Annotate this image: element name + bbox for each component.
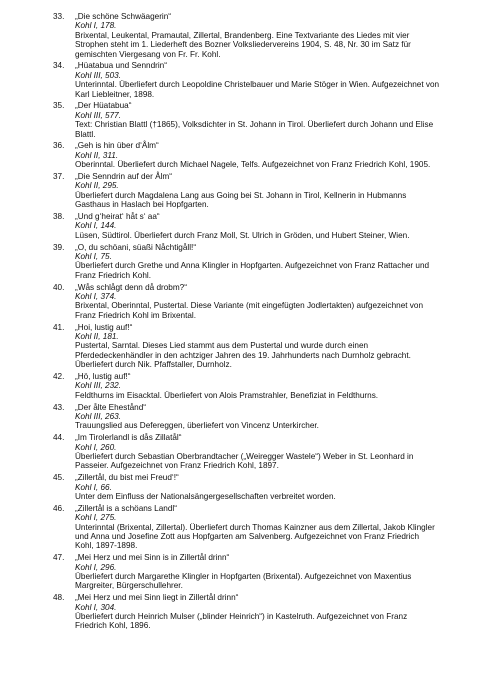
entry-body [75, 433, 440, 471]
entry-body [75, 172, 440, 210]
source-reference: Kohl III, 503. [75, 70, 121, 80]
song-entry-41 [53, 323, 440, 370]
song-entry-46 [53, 504, 440, 551]
entry-number: 36. [53, 141, 65, 151]
source-reference: Kohl II, 181. [75, 332, 119, 341]
entry-description: Überliefert durch Heinrich Mulser („blinder Heinrich“) in Kastelruth. Aufgezeichnet von Franz Friedrich Kohl, 1896. [75, 612, 408, 631]
source-reference: Kohl II, 295. [75, 181, 119, 191]
entry-description: Text: Christian Blattl (†1865), Volksdichter in St. Johann in Tirol. Überliefert durch Johann und Elise Blattl. [75, 120, 434, 139]
source-reference: Kohl I, 66. [75, 482, 112, 492]
song-entry-37 [53, 172, 440, 210]
song-title: „Wås schlågt denn då drobm?“ [75, 282, 187, 292]
entry-number: 41. [53, 322, 65, 332]
entry-body [75, 553, 440, 591]
song-title: „Im Tirolerlandl is dås Zillatål“ [75, 433, 182, 443]
entry-description: Überliefert durch Margarethe Klingler in Hopfgarten (Brixental). Aufgezeichnet von Maxentius Margreiter, Bürgerschullehrer. [75, 572, 412, 591]
entry-description: Brixental, Leukental, Pramautal, Zillertal, Brandenberg. Eine Textvariante des Liedes mit vier Strophen steht im 1. Liederheft des Bozner Volksliedervereins 1904, S. 48, Nr. 30 im Satz für gemischten Viergesang von Fr. Fr. Kohl. [75, 30, 411, 59]
entry-body [75, 403, 440, 431]
song-entry-48 [53, 593, 440, 631]
entry-number: 47. [53, 553, 65, 563]
entry-body [75, 372, 440, 400]
entry-description: Unter dem Einfluss der Nationalsängergesellschaften verbreitet worden. [75, 492, 336, 501]
song-title: „Hüatabua und Senndrin“ [75, 61, 167, 71]
entry-body [75, 141, 440, 169]
song-title: „Die schöne Schwäagerin“ [75, 12, 172, 21]
entry-body [75, 504, 440, 551]
entry-description: Feldthurns im Eisacktal. Überliefert von Alois Pramstrahler, Benefiziat in Feldthurns. [75, 390, 379, 400]
entry-body [75, 212, 440, 240]
entry-number: 40. [53, 282, 65, 292]
entry-description: Überliefert durch Grethe und Anna Klingler in Hopfgarten. Aufgezeichnet von Franz Rattacher und Franz Friedrich Kohl. [75, 261, 430, 280]
song-title: „Die Senndrin auf der Ålm“ [75, 172, 172, 181]
song-title: „Zillertål is a schöans Landl“ [75, 503, 177, 513]
source-reference: Kohl III, 577. [75, 110, 121, 120]
source-reference: Kohl I, 75. [75, 252, 112, 261]
source-reference: Kohl I, 275. [75, 513, 117, 523]
song-entry-35 [53, 101, 440, 139]
source-reference: Kohl III, 263. [75, 412, 121, 421]
song-entry-47 [53, 553, 440, 591]
entry-number: 39. [53, 242, 65, 252]
source-reference: Kohl I, 304. [75, 602, 117, 612]
song-title: „Der ålte Ehestånd“ [75, 402, 146, 412]
source-reference: Kohl I, 144. [75, 221, 117, 231]
source-reference: Kohl I, 374. [75, 292, 117, 301]
entry-description: Oberinntal. Überliefert durch Michael Nagele, Telfs. Aufgezeichnet von Franz Friedrich Kohl, 1905. [75, 160, 431, 170]
entry-body [75, 593, 440, 631]
song-entry-39 [53, 243, 440, 281]
song-title: „O, du schöani, süaßi Nåchtigåll!“ [75, 242, 197, 252]
entry-number: 35. [53, 101, 65, 111]
song-entry-34 [53, 61, 440, 99]
entry-number: 37. [53, 172, 65, 181]
entry-description: Lüsen, Südtirol. Überliefert durch Franz Moll, St. Ulrich in Gröden, und Hubert Steiner, Wien. [75, 230, 410, 240]
entry-description: Überliefert durch Magdalena Lang aus Going bei St. Johann in Tirol, Kellnerin in Hubmanns Gasthaus in Haslach bei Hopfgarten. [75, 190, 407, 210]
song-entry-45 [53, 473, 440, 501]
song-entry-38 [53, 212, 440, 240]
song-title: „Geh is hin über d‘Ålm“ [75, 141, 159, 151]
song-entry-33 [53, 12, 440, 59]
song-title: „Mei Herz und mei Sinn is in Zillertål drinn“ [75, 553, 230, 563]
source-reference: Kohl I, 260. [75, 442, 117, 452]
entry-body [75, 61, 440, 99]
entry-number: 48. [53, 593, 65, 603]
song-title: „Hö, lustig auf!“ [75, 372, 131, 381]
entry-number: 45. [53, 473, 65, 483]
song-entry-40 [53, 283, 440, 321]
song-entry-36 [53, 141, 440, 169]
song-title: „Zillertål, du bist mei Freud‘!“ [75, 473, 179, 483]
entry-number: 46. [53, 503, 65, 513]
entry-description: Unterinntal (Brixental, Zillertal). Überliefert durch Thomas Kainzner aus dem Zillertal, Jakob Klingler und Anna und Josefine Zott aus Hopfgarten am Salvenberg. Aufgezeichnet von Franz Friedrich Kohl, 1897-1898. [75, 522, 435, 551]
source-reference: Kohl III, 232. [75, 381, 121, 391]
entry-description: Unterinntal. Überliefert durch Leopoldine Christelbauer und Marie Stöger in Wien. Aufgezeichnet von Karl Liebleitner, 1898. [75, 80, 440, 99]
source-reference: Kohl I, 178. [75, 21, 117, 31]
song-title: „Mei Herz und mei Sinn liegt in Zillertål drinn“ [75, 593, 239, 603]
entry-body [75, 12, 440, 59]
entry-description: Überliefert durch Sebastian Oberbrandtacher („Weiregger Wastele“) Weber in St. Leonhard in Passeier. Aufgezeichnet von Franz Friedrich Kohl, 1897. [75, 452, 414, 471]
entry-number: 44. [53, 433, 65, 443]
entry-number: 34. [53, 61, 65, 71]
song-title: „Hoi, lustig auf!“ [75, 322, 133, 332]
song-entry-44 [53, 433, 440, 471]
entry-number: 33. [53, 12, 65, 21]
song-entry-43 [53, 403, 440, 431]
entry-body [75, 243, 440, 281]
entry-description: Trauungslied aus Defereggen, überliefert von Vincenz Unterkircher. [75, 421, 319, 431]
song-title: „Der Hüatabua“ [75, 101, 132, 111]
song-title: „Und g‘heirat‘ håt s‘ aa“ [75, 212, 160, 221]
entry-number: 42. [53, 372, 65, 381]
source-reference: Kohl I, 296. [75, 562, 117, 572]
source-reference: Kohl II, 311. [75, 150, 119, 160]
entry-description: Brixental, Oberinntal, Pustertal. Diese Variante (mit eingefügten Jodlertakten) aufgezeichnet von Franz Friedrich Kohl im Brixental. [75, 301, 424, 320]
song-entry-42 [53, 372, 440, 400]
entry-body [75, 283, 440, 321]
entry-body [75, 101, 440, 139]
entry-body [75, 473, 440, 501]
entry-number: 43. [53, 402, 65, 412]
entry-body [75, 323, 440, 370]
entry-description: Pustertal, Sarntal. Dieses Lied stammt aus dem Pustertal und wurde durch einen Pferdedeckenhändler in den achtziger Jahren des 19. Jahrhunderts nach Durnholz gebracht. Überliefert durch Nik. Pfaffstaller, Durnholz. [75, 341, 411, 370]
entry-number: 38. [53, 212, 65, 221]
